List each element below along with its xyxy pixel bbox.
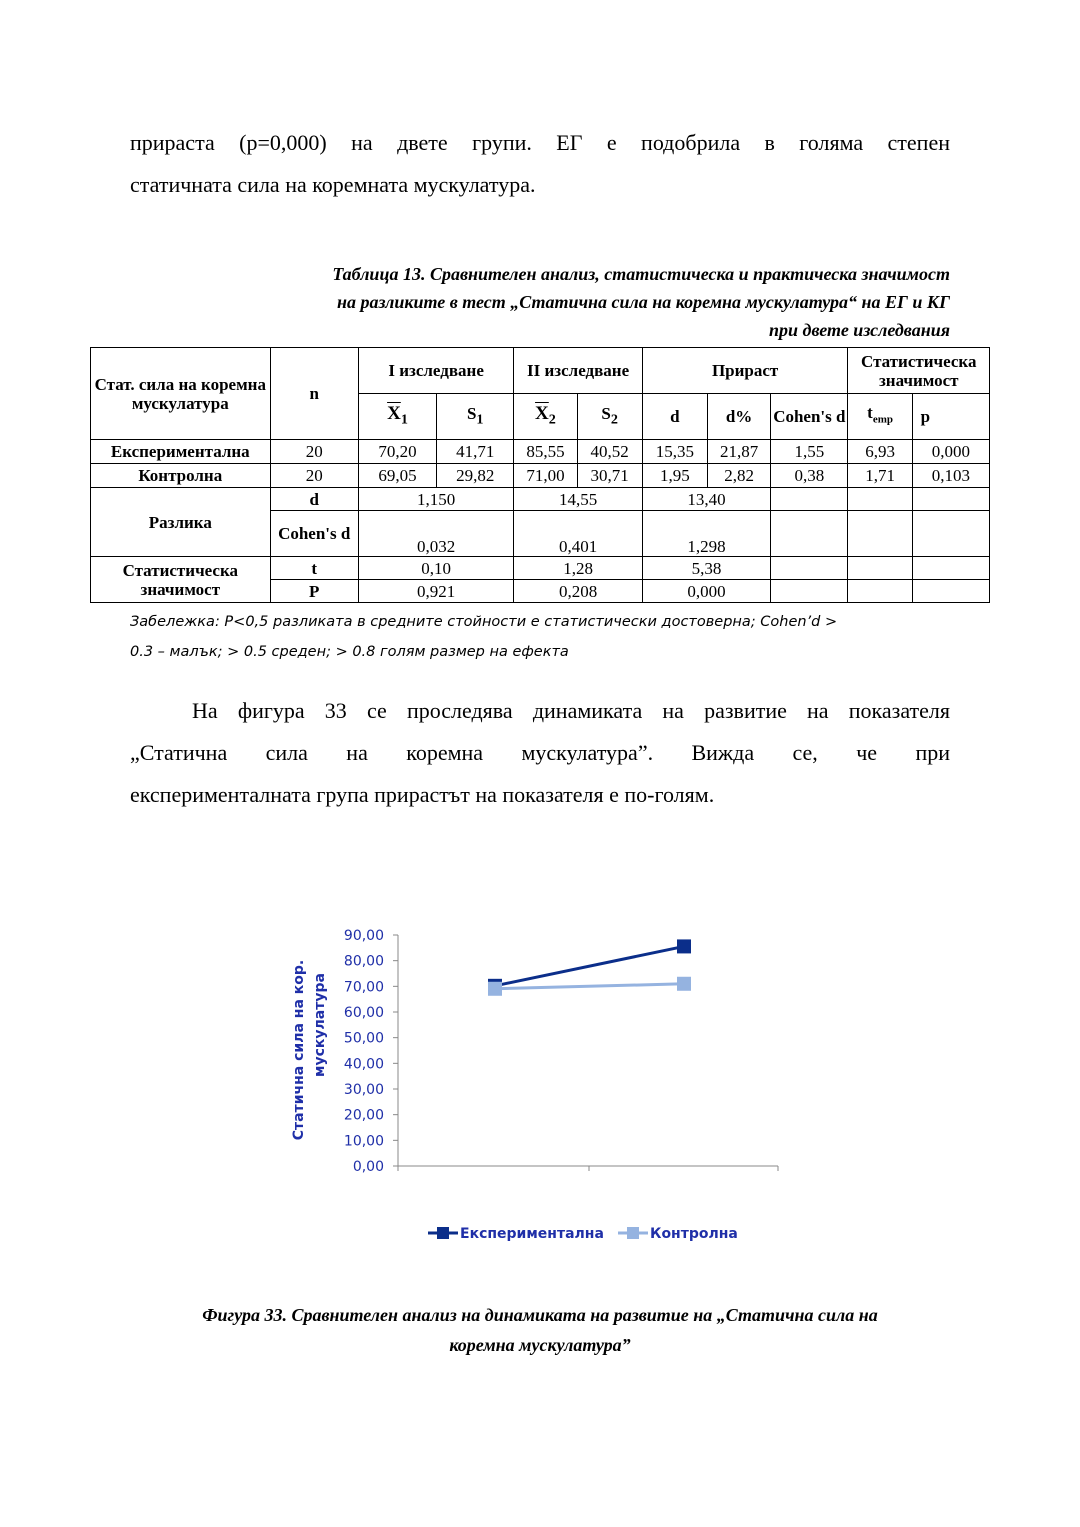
y-axis-label-line-2: мускулатура xyxy=(312,973,328,1077)
cell-p: 0,000 xyxy=(912,440,989,464)
diff-d-label: d xyxy=(270,488,358,511)
table-row-control xyxy=(91,464,990,488)
table-note xyxy=(130,607,970,667)
header-stat: Стат. сила на коремна мускулатура xyxy=(91,348,271,440)
empty-cell xyxy=(848,488,912,511)
intro-line-1: прираста (р=0,000) на двете групи. ЕГ е подобрила в голяма степен xyxy=(130,130,950,155)
cell-d: 1,95 xyxy=(642,464,707,488)
legend-marker xyxy=(437,1227,449,1239)
cell-x1: 70,20 xyxy=(358,440,436,464)
sig-label: Статистическа значимост xyxy=(91,557,271,603)
y-tick-label: 90,00 xyxy=(343,928,384,944)
sig-t-second: 1,28 xyxy=(514,557,642,580)
empty-cell xyxy=(771,488,848,511)
empty-cell xyxy=(771,511,848,557)
cell-x2: 85,55 xyxy=(514,440,577,464)
data-point xyxy=(488,982,502,996)
cell-s2: 40,52 xyxy=(577,440,642,464)
header-second-study: ІІ изследване xyxy=(514,348,642,394)
empty-cell xyxy=(848,557,912,580)
intro-paragraph xyxy=(130,122,950,206)
cell-dpct: 2,82 xyxy=(707,464,770,488)
diff-d-gain: 13,40 xyxy=(642,488,770,511)
header-n: n xyxy=(270,348,358,440)
diff-cohen-second: 0,401 xyxy=(514,511,642,557)
diff-cohen-first: 0,032 xyxy=(358,511,514,557)
series-line xyxy=(495,984,684,989)
body-paragraph xyxy=(130,690,950,816)
y-tick-label: 20,00 xyxy=(343,1107,384,1124)
sig-p-second: 0,208 xyxy=(514,580,642,603)
y-tick-label: 70,00 xyxy=(343,979,384,996)
sig-p-label: P xyxy=(270,580,358,603)
cell-x1: 69,05 xyxy=(358,464,436,488)
row-name: Контролна xyxy=(91,464,271,488)
header-s1: $S_1$ xyxy=(437,394,514,440)
diff-cohen-label: Cohen's d xyxy=(270,511,358,557)
table-caption-line-1: Таблица 13. Сравнителен анализ, статистическа и практическа значимост xyxy=(332,264,950,284)
cell-n: 20 xyxy=(270,440,358,464)
figure-caption-line-2: коремна мускулатура” xyxy=(449,1335,631,1355)
header-x1: $\overline{X}_1$ xyxy=(358,394,436,440)
diff-label: Разлика xyxy=(91,488,271,557)
para-line-3: експерименталната група прирастът на показателя е по-голям. xyxy=(130,782,715,807)
header-p: p xyxy=(912,394,989,440)
empty-cell xyxy=(912,580,989,603)
header-gain: Прираст xyxy=(642,348,848,394)
line-chart xyxy=(270,915,790,1255)
header-first-study: І изследване xyxy=(358,348,514,394)
diff-d-second: 14,55 xyxy=(514,488,642,511)
figure-caption-line-1: Фигура 33. Сравнителен анализ на динамиката на развитие на „Статична сила на xyxy=(202,1305,878,1325)
table-caption-line-3: при двете изследвания xyxy=(769,320,950,340)
note-line-2: 0.3 – малък; > 0.5 среден; > 0.8 голям размер на ефекта xyxy=(130,644,569,660)
legend-item xyxy=(618,1226,738,1242)
header-x2: $\overline{X}_2$ xyxy=(514,394,577,440)
legend-label: Експериментална xyxy=(460,1226,604,1242)
header-temp: $t_{emp}$ xyxy=(848,394,912,440)
header-s2: $S_2$ xyxy=(577,394,642,440)
table-caption-line-2: на разликите в тест „Статична сила на коремна мускулатура“ на ЕГ и КГ xyxy=(337,292,950,312)
y-axis-label-line-1: Статична сила на кор. xyxy=(291,959,307,1141)
data-point xyxy=(677,977,691,991)
y-tick-label: 30,00 xyxy=(343,1082,384,1098)
cell-n: 20 xyxy=(270,464,358,488)
table-row-sig-t xyxy=(91,557,990,580)
sig-p-first: 0,921 xyxy=(358,580,514,603)
statistics-table xyxy=(90,347,990,603)
y-tick-label: 0,00 xyxy=(352,1159,384,1175)
data-point xyxy=(677,939,691,953)
empty-cell xyxy=(912,511,989,557)
y-tick-label: 60,00 xyxy=(343,1005,384,1021)
empty-cell xyxy=(912,557,989,580)
para-line-2: „Статична сила на коремна мускулатура”. Вижда се, че при xyxy=(130,740,950,765)
table-row-experimental xyxy=(91,440,990,464)
header-dpct: d% xyxy=(707,394,770,440)
intro-line-2: статичната сила на коремната мускулатура. xyxy=(130,172,536,197)
empty-cell xyxy=(771,580,848,603)
legend-item xyxy=(428,1226,604,1242)
cell-temp: 6,93 xyxy=(848,440,912,464)
cell-cohen: 1,55 xyxy=(771,440,848,464)
empty-cell xyxy=(771,557,848,580)
cell-s2: 30,71 xyxy=(577,464,642,488)
empty-cell xyxy=(912,488,989,511)
empty-cell xyxy=(848,511,912,557)
table-row-diff-d xyxy=(91,488,990,511)
cell-cohen: 0,38 xyxy=(771,464,848,488)
cell-s1: 41,71 xyxy=(437,440,514,464)
legend-marker xyxy=(627,1227,639,1239)
series-line xyxy=(495,946,684,985)
sig-t-label: t xyxy=(270,557,358,580)
chart-legend xyxy=(428,1226,738,1242)
cell-s1: 29,82 xyxy=(437,464,514,488)
table-caption xyxy=(150,260,950,344)
header-d: d xyxy=(642,394,707,440)
y-tick-label: 50,00 xyxy=(343,1030,384,1047)
figure-caption xyxy=(120,1300,960,1360)
cell-d: 15,35 xyxy=(642,440,707,464)
cell-dpct: 21,87 xyxy=(707,440,770,464)
note-line-1: Забележка: P<0,5 разликата в средните стойности е статистически достоверна; Cohen’d > xyxy=(130,614,838,630)
y-tick-label: 40,00 xyxy=(343,1056,384,1073)
sig-t-gain: 5,38 xyxy=(642,557,770,580)
para-line-1: На фигура 33 се проследява динамиката на развитие на показателя xyxy=(192,698,950,723)
diff-cohen-gain: 1,298 xyxy=(642,511,770,557)
header-significance: Статистическа значимост xyxy=(848,348,990,394)
cell-temp: 1,71 xyxy=(848,464,912,488)
sig-t-first: 0,10 xyxy=(358,557,514,580)
sig-p-gain: 0,000 xyxy=(642,580,770,603)
header-cohen: Cohen's d xyxy=(771,394,848,440)
legend-label: Контролна xyxy=(650,1226,738,1242)
y-tick-label: 10,00 xyxy=(343,1133,384,1150)
row-name: Експериментална xyxy=(91,440,271,464)
cell-x2: 71,00 xyxy=(514,464,577,488)
diff-d-first: 1,150 xyxy=(358,488,514,511)
empty-cell xyxy=(848,580,912,603)
cell-p: 0,103 xyxy=(912,464,989,488)
y-tick-label: 80,00 xyxy=(343,953,384,970)
